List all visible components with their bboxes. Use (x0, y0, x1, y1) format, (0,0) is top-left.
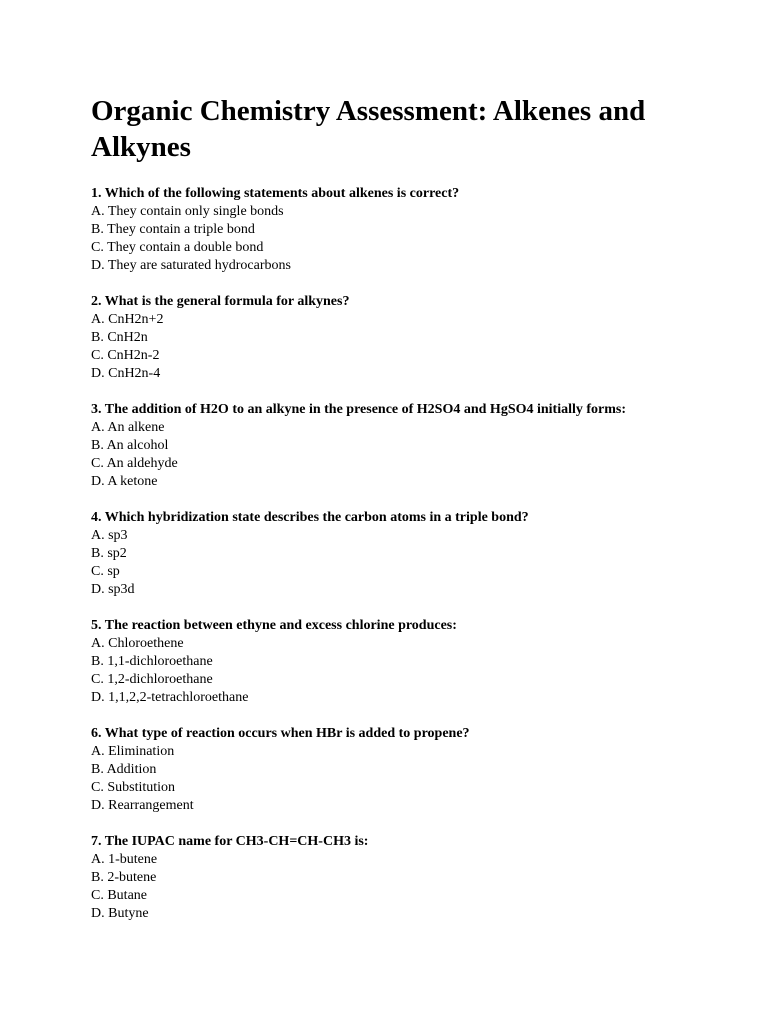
answer-option-d: D. CnH2n-4 (91, 366, 161, 381)
answer-option-a: A. 1-butene (91, 852, 158, 867)
question-text: 6. What type of reaction occurs when HBr is added to propene? (91, 726, 470, 741)
question-2 (91, 293, 731, 383)
question-text: 1. Which of the following statements about alkenes is correct? (91, 186, 460, 201)
answer-option-a: A. CnH2n+2 (91, 312, 164, 327)
answer-option-c: C. CnH2n-2 (91, 348, 160, 363)
answer-option-b: B. 1,1-dichloroethane (91, 654, 213, 669)
answer-option-c: C. Butane (91, 888, 147, 903)
answer-option-d: D. They are saturated hydrocarbons (91, 258, 291, 273)
answer-option-d: D. Rearrangement (91, 798, 194, 813)
answer-option-a: A. Elimination (91, 744, 175, 759)
question-6 (91, 725, 731, 815)
question-text: 5. The reaction between ethyne and excess chlorine produces: (91, 618, 457, 633)
answer-option-c: C. Substitution (91, 780, 176, 795)
question-3 (91, 401, 731, 491)
question-5 (91, 617, 731, 707)
question-text: 7. The IUPAC name for CH3-CH=CH-CH3 is: (91, 834, 369, 849)
answer-option-b: B. CnH2n (91, 330, 148, 345)
page-title: Organic Chemistry Assessment: Alkenes and Alkynes (91, 95, 646, 163)
question-7 (91, 833, 731, 923)
question-text: 2. What is the general formula for alkynes? (91, 294, 350, 309)
answer-option-b: B. Addition (91, 762, 157, 777)
answer-option-b: B. 2-butene (91, 870, 157, 885)
answer-option-c: C. They contain a double bond (91, 240, 264, 255)
question-text: 4. Which hybridization state describes the carbon atoms in a triple bond? (91, 510, 529, 525)
answer-option-b: B. sp2 (91, 546, 127, 561)
answer-option-a: A. sp3 (91, 528, 128, 543)
answer-option-b: B. They contain a triple bond (91, 222, 255, 237)
answer-option-a: A. They contain only single bonds (91, 204, 284, 219)
answer-option-d: D. sp3d (91, 582, 135, 597)
question-1 (91, 185, 731, 275)
answer-option-d: D. Butyne (91, 906, 149, 921)
document-page (91, 93, 731, 941)
answer-option-c: C. An aldehyde (91, 456, 178, 471)
question-text: 3. The addition of H2O to an alkyne in the presence of H2SO4 and HgSO4 initially forms: (91, 402, 627, 417)
answer-option-d: D. A ketone (91, 474, 158, 489)
question-4 (91, 509, 731, 599)
answer-option-a: A. An alkene (91, 420, 165, 435)
answer-option-c: C. 1,2-dichloroethane (91, 672, 213, 687)
answer-option-b: B. An alcohol (91, 438, 169, 453)
answer-option-a: A. Chloroethene (91, 636, 184, 651)
answer-option-c: C. sp (91, 564, 120, 579)
answer-option-d: D. 1,1,2,2-tetrachloroethane (91, 690, 249, 705)
